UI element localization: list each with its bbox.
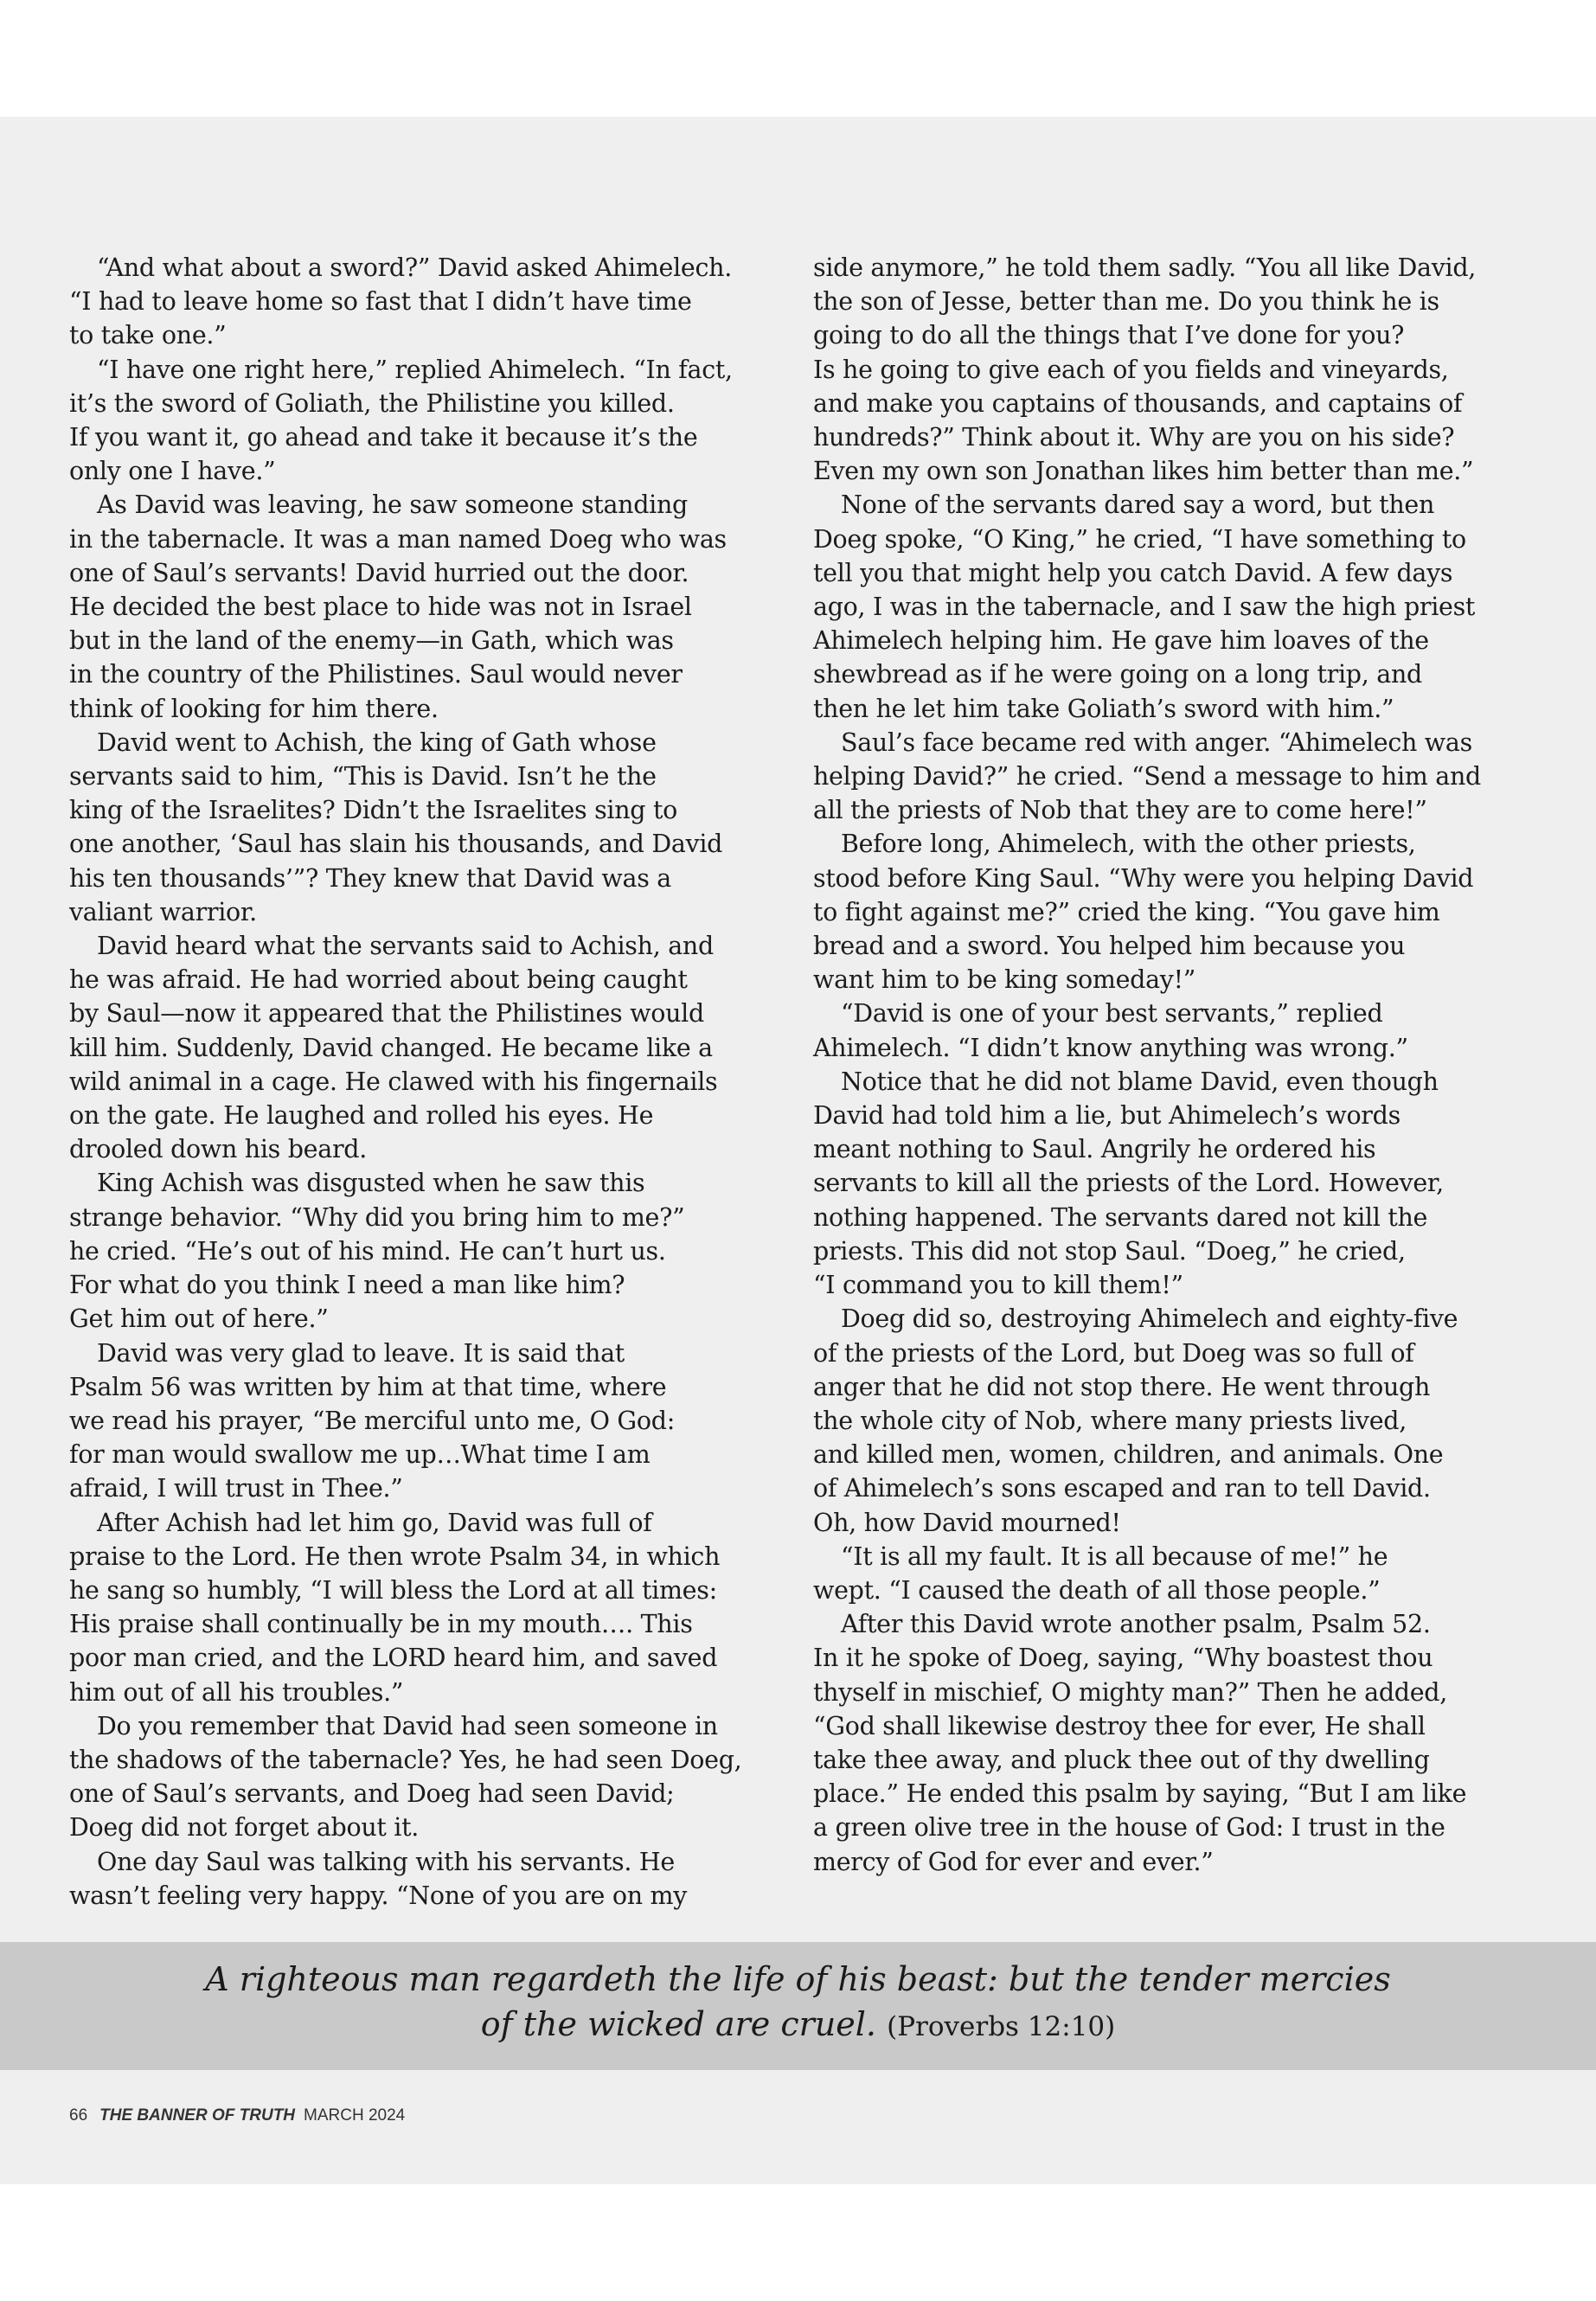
- magazine-title: THE BANNER OF TRUTH: [99, 2106, 296, 2125]
- paragraph: One day Saul was talking with his servants. He wasn’t feeling very happy. “None of you are on my: [69, 1847, 688, 1910]
- right-column: [813, 251, 1522, 1879]
- paragraph: As David was leaving, he saw someone standing in the tabernacle. It was a man named Doeg who was one of Saul’s servants! David hurried out the door. He decided the best place to hide was not in Israel but in the land of the enemy—in Gath, which was in the country of the Philistines. Saul would never think of looking for him there.: [69, 490, 727, 723]
- article-body: [69, 251, 1522, 1920]
- paragraph: “David is one of your best servants,” replied Ahimelech. “I didn’t know anything was wrong.”: [813, 999, 1408, 1062]
- paragraph: David heard what the servants said to Achish, and he was afraid. He had worried about being caught by Saul—now it appeared that the Philistines would kill him. Suddenly, David changed. He became like a wild animal in a cage. He clawed with his fingernails on the gate. He laughed and rolled his eyes. He drooled down his beard.: [69, 932, 718, 1164]
- paragraph: Before long, Ahimelech, with the other priests, stood before King Saul. “Why were you helping David to fight against me?” cried the king. “You gave him bread and a sword. You helped him because you want him to be king someday!”: [813, 830, 1474, 995]
- paragraph: After Achish had let him go, David was full of praise to the Lord. He then wrote Psalm 34, in which he sang so humbly, “I will bless the Lord at all times: His praise shall continually be in my mouth…. This poor man cried, and the LORD heard him, and saved him out of all his troubles.”: [69, 1508, 721, 1707]
- paragraph: King Achish was disgusted when he saw this strange behavior. “Why did you bring him to me?” he cried. “He’s out of his mind. He can’t hurt us. For what do you think I need a man like him? Get him out of here.”: [69, 1169, 685, 1334]
- paragraph: David was very glad to leave. It is said that Psalm 56 was written by him at that time, where we read his prayer, “Be merciful unto me, O God: for man would swallow me up…What time I am afraid, I will trust in Thee.”: [69, 1338, 675, 1503]
- page-number: 66: [69, 2106, 88, 2125]
- paragraph: Do you remember that David had seen someone in the shadows of the tabernacle? Yes, he had seen Doeg, one of Saul’s servants, and Doeg had seen David; Doeg did not forget about it.: [69, 1711, 742, 1843]
- left-column: [69, 251, 779, 1913]
- paragraph: Notice that he did not blame David, even though David had told him a lie, but Ahimelech’s words meant nothing to Saul. Angrily he ordered his servants to kill all the priests of the Lord. However, nothing happened. The servants dared not kill the priests. This did not stop Saul. “Doeg,” he cried, “I command you to kill them!”: [813, 1067, 1444, 1300]
- paragraph: Doeg did so, destroying Ahimelech and eighty-five of the priests of the Lord, but Doeg was so full of anger that he did not stop there. He went through the whole city of Nob, where many priests lived, and killed men, women, children, and animals. One of Ahimelech’s sons escaped and ran to tell David. Oh, how David mourned!: [813, 1304, 1458, 1537]
- paragraph: None of the servants dared say a word, but then Doeg spoke, “O King,” he cried, “I have something to tell you that might help you catch David. A few days ago, I was in the tabernacle, and I saw the high priest Ahimelech helping him. He gave him loaves of the shewbread as if he were going on a long trip, and then he let him take Goliath’s sword with him.”: [813, 490, 1476, 723]
- paragraph: Saul’s face became red with anger. “Ahimelech was helping David?” he cried. “Send a message to him and all the priests of Nob that they are to come here!”: [813, 727, 1481, 825]
- paragraph: After this David wrote another psalm, Psalm 52. In it he spoke of Doeg, saying, “Why boastest thou thyself in mischief, O mighty man?” Then he added, “God shall likewise destroy thee for ever, He shall take thee away, and pluck thee out of thy dwelling place.” He ended this psalm by saying, “But I am like a green olive tree in the house of God: I trust in the mercy of God for ever and ever.”: [813, 1610, 1467, 1876]
- paragraph: “And what about a sword?” David asked Ahimelech. “I had to leave home so fast that I didn’t have time to take one.”: [69, 253, 732, 350]
- quote-text: A righteous man regardeth the life of his beast: but the tender mercies of the wicked are cruel.: [205, 1960, 1391, 2043]
- paragraph: “It is all my fault. It is all because of me!” he wept. “I caused the death of all those people.”: [813, 1541, 1388, 1605]
- paragraph: “I have one right here,” replied Ahimelech. “In fact, it’s the sword of Goliath, the Philistine you killed. If you want it, go ahead and take it because it’s the only one I have.”: [69, 355, 733, 486]
- paragraph-continuation: side anymore,” he told them sadly. “You all like David, the son of Jesse, better than me. Do you think he is going to do all the things that I’ve done for you? Is he going to give each of you fields and vineyards, and make you captains of thousands, and captains of hundreds?” Think about it. Why are you on his side? Even my own son Jonathan likes him better than me.”: [813, 253, 1477, 486]
- issue-date: MARCH 2024: [304, 2106, 406, 2125]
- page-footer: [69, 2106, 405, 2125]
- paragraph: David went to Achish, the king of Gath whose servants said to him, “This is David. Isn’t he the king of the Israelites? Didn’t the Israelites sing to one another, ‘Saul has slain his thousands, and David his ten thousands’”? They knew that David was a valiant warrior.: [69, 727, 723, 926]
- quote-reference: (Proverbs 12:10): [887, 2011, 1116, 2042]
- bible-quote: [104, 1957, 1492, 2049]
